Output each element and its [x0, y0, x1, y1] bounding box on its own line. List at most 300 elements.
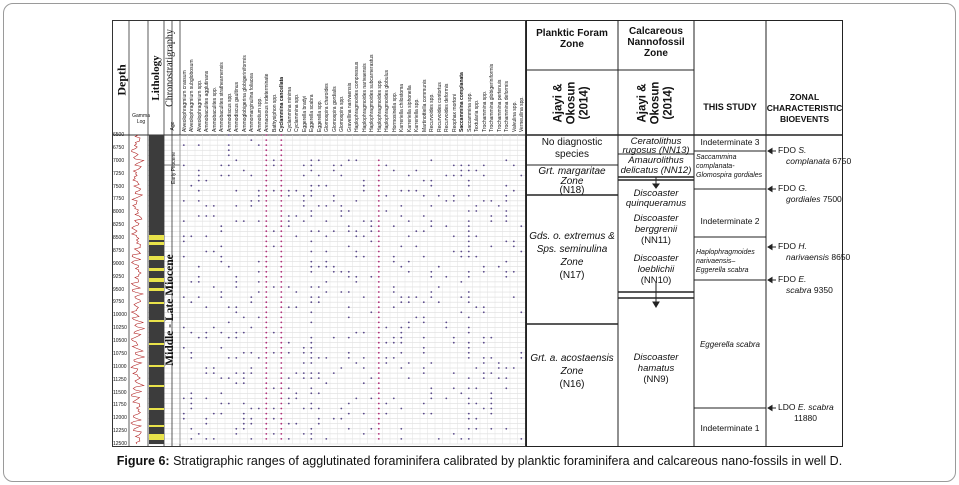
- occurrence-dot: [213, 438, 215, 440]
- species-label: Textularia spp.: [474, 99, 481, 132]
- occurrence-dot: [310, 215, 312, 217]
- occurrence-dot: [280, 387, 282, 389]
- occurrence-dot: [280, 372, 282, 374]
- occurrence-dot: [468, 256, 470, 258]
- depth-header: Depth: [114, 64, 129, 96]
- occurrence-dot: [355, 362, 357, 364]
- occurrence-dot: [198, 200, 200, 202]
- depth-label: 9750: [113, 299, 125, 306]
- occurrence-dot: [438, 266, 440, 268]
- occurrence-dot: [295, 398, 297, 400]
- species-label: Karreriella siphonella: [406, 85, 413, 132]
- chronostrat-header: Chronostratigraphy: [164, 29, 176, 107]
- occurrence-dot: [235, 311, 237, 313]
- sand-layer: [149, 434, 164, 440]
- occurrence-dot: [228, 322, 230, 324]
- occurrence-dot: [310, 362, 312, 364]
- occurrence-dot: [280, 251, 282, 253]
- occurrence-dot: [378, 281, 380, 283]
- sand-layer: [149, 278, 164, 282]
- occurrence-dot: [310, 428, 312, 430]
- occurrence-dot: [460, 251, 462, 253]
- occurrence-dot: [183, 398, 185, 400]
- occurrence-dot: [408, 220, 410, 222]
- occurrence-dot: [213, 413, 215, 415]
- occurrence-dot: [468, 235, 470, 237]
- occurrence-dot: [280, 180, 282, 182]
- sand-layer: [149, 256, 164, 260]
- occurrence-dot: [475, 403, 477, 405]
- occurrence-dot: [400, 215, 402, 217]
- occurrence-dot: [220, 296, 222, 298]
- occurrence-dot: [310, 230, 312, 232]
- species-label: Ammomarginulina foliacea: [249, 73, 256, 132]
- occurrence-dot: [190, 301, 192, 303]
- occurrence-dot: [265, 337, 267, 339]
- occurrence-dot: [378, 347, 380, 349]
- occurrence-dot: [280, 362, 282, 364]
- occurrence-dot: [265, 327, 267, 329]
- occurrence-dot: [400, 428, 402, 430]
- occurrence-dot: [183, 165, 185, 167]
- occurrence-dot: [333, 271, 335, 273]
- occurrence-dot: [265, 139, 267, 141]
- occurrence-dot: [445, 322, 447, 324]
- occurrence-dot: [288, 342, 290, 344]
- occurrence-dot: [280, 276, 282, 278]
- occurrence-dot: [228, 175, 230, 177]
- occurrence-dot: [190, 332, 192, 334]
- occurrence-dot: [213, 215, 215, 217]
- occurrence-dot: [235, 372, 237, 374]
- occurrence-dot: [220, 377, 222, 379]
- occurrence-dot: [280, 149, 282, 151]
- occurrence-dot: [318, 377, 320, 379]
- occurrence-dot: [243, 352, 245, 354]
- occurrence-dot: [333, 170, 335, 172]
- occurrence-dot: [378, 392, 380, 394]
- occurrence-dot: [430, 392, 432, 394]
- study-zone-haplophragmoides: Haplophragmoides narivaensis– Eggerella scabra: [696, 249, 755, 274]
- occurrence-dot: [378, 322, 380, 324]
- occurrence-dot: [325, 266, 327, 268]
- occurrence-dot: [378, 327, 380, 329]
- occurrence-dot: [475, 235, 477, 237]
- bioevent-fdo-h-narivaensis: FDO H. narivaensis 8650: [778, 241, 851, 262]
- occurrence-dot: [400, 337, 402, 339]
- occurrence-dot: [378, 246, 380, 248]
- occurrence-dot: [453, 433, 455, 435]
- sand-layer: [149, 425, 164, 427]
- occurrence-dot: [468, 301, 470, 303]
- occurrence-dot: [265, 215, 267, 217]
- occurrence-dot: [475, 170, 477, 172]
- occurrence-dot: [325, 382, 327, 384]
- species-label: Glomospira charoides: [324, 83, 331, 132]
- occurrence-dot: [393, 342, 395, 344]
- occurrence-dot: [310, 387, 312, 389]
- occurrence-dot: [280, 291, 282, 293]
- occurrence-dot: [310, 251, 312, 253]
- occurrence-dot: [205, 423, 207, 425]
- occurrence-dot: [400, 266, 402, 268]
- occurrence-dot: [280, 306, 282, 308]
- occurrence-dot: [213, 205, 215, 207]
- occurrence-dot: [318, 357, 320, 359]
- depth-label: 11750: [113, 402, 127, 409]
- occurrence-dot: [468, 347, 470, 349]
- depth-label: 10750: [113, 350, 127, 357]
- occurrence-dot: [378, 271, 380, 273]
- occurrence-dot: [303, 377, 305, 379]
- occurrence-dot: [280, 165, 282, 167]
- occurrence-dot: [445, 276, 447, 278]
- occurrence-dot: [265, 281, 267, 283]
- occurrence-dot: [265, 286, 267, 288]
- occurrence-dot: [288, 438, 290, 440]
- occurrence-dot: [183, 327, 185, 329]
- species-label: Karreriella chilostoma: [399, 83, 406, 132]
- occurrence-dot: [468, 403, 470, 405]
- species-label: Glomospira spp.: [339, 95, 346, 132]
- nanno-zone-nn11: Discoaster berggrenii (NN11): [633, 213, 679, 246]
- occurrence-dot: [378, 180, 380, 182]
- occurrence-dot: [265, 342, 267, 344]
- occurrence-dot: [400, 332, 402, 334]
- occurrence-dot: [273, 230, 275, 232]
- occurrence-dot: [378, 159, 380, 161]
- occurrence-dot: [430, 296, 432, 298]
- occurrence-dot: [430, 205, 432, 207]
- planktic-zone-4: Grt. a. acostaensis Zone (N16): [530, 353, 614, 390]
- species-label: Alveolophragmium crassum: [181, 70, 188, 132]
- depth-label: 7500: [113, 183, 125, 190]
- occurrence-dot: [273, 387, 275, 389]
- occurrence-dot: [280, 413, 282, 415]
- occurrence-dot: [183, 296, 185, 298]
- species-label: Cyclammina spp.: [294, 93, 301, 132]
- occurrence-dot: [393, 225, 395, 227]
- occurrence-dot: [378, 352, 380, 354]
- occurrence-dot: [318, 392, 320, 394]
- occurrence-dot: [220, 413, 222, 415]
- sand-layer: [149, 365, 164, 367]
- occurrence-dot: [265, 235, 267, 237]
- species-label: Eggerella scabra: [309, 94, 316, 132]
- species-label: Ammodiscus gaultinus: [234, 81, 241, 132]
- depth-label: 7250: [113, 170, 125, 177]
- study-zone-indet-1: Indeterminate 1: [700, 423, 760, 433]
- occurrence-dot: [408, 175, 410, 177]
- occurrence-dot: [483, 165, 485, 167]
- occurrence-dot: [235, 332, 237, 334]
- occurrence-dot: [220, 225, 222, 227]
- occurrence-dot: [303, 205, 305, 207]
- occurrence-dot: [348, 352, 350, 354]
- occurrence-dot: [333, 195, 335, 197]
- occurrence-dot: [288, 195, 290, 197]
- occurrence-dot: [378, 190, 380, 192]
- occurrence-dot: [235, 276, 237, 278]
- occurrence-dot: [258, 408, 260, 410]
- lithology-column: [149, 135, 164, 444]
- species-label: Trochammina spp.: [481, 90, 488, 132]
- occurrence-dot: [468, 377, 470, 379]
- occurrence-dot: [468, 428, 470, 430]
- occurrence-dot: [393, 337, 395, 339]
- occurrence-dot: [378, 428, 380, 430]
- occurrence-dot: [303, 372, 305, 374]
- occurrence-dot: [385, 210, 387, 212]
- occurrence-dot: [490, 200, 492, 202]
- occurrence-dot: [378, 357, 380, 359]
- occurrence-dot: [490, 337, 492, 339]
- occurrence-dot: [468, 210, 470, 212]
- occurrence-dot: [228, 337, 230, 339]
- occurrence-dot: [468, 225, 470, 227]
- depth-label: 8000: [113, 209, 125, 216]
- occurrence-dot: [430, 185, 432, 187]
- occurrence-dot: [468, 296, 470, 298]
- occurrence-dot: [250, 408, 252, 410]
- age-header: Age: [170, 121, 176, 131]
- occurrence-dot: [355, 276, 357, 278]
- occurrence-dot: [340, 418, 342, 420]
- occurrence-dot: [288, 190, 290, 192]
- occurrence-dot: [295, 291, 297, 293]
- occurrence-dot: [400, 408, 402, 410]
- occurrence-dot: [235, 357, 237, 359]
- occurrence-dot: [378, 220, 380, 222]
- occurrence-dot: [220, 230, 222, 232]
- species-label: Haplophragmoides compressus: [354, 61, 361, 132]
- depth-label: 8250: [113, 222, 125, 229]
- species-label: Trochammina globigeriniformis: [489, 63, 496, 132]
- occurrence-dot: [235, 306, 237, 308]
- occurrence-dot: [190, 185, 192, 187]
- occurrence-dot: [280, 433, 282, 435]
- bioevents-header: ZONAL CHARACTERISTIC BIOEVENTS: [766, 92, 843, 124]
- occurrence-dot: [468, 438, 470, 440]
- occurrence-dot: [258, 271, 260, 273]
- occurrence-dot: [370, 377, 372, 379]
- occurrence-dot: [505, 195, 507, 197]
- occurrence-dot: [355, 235, 357, 237]
- occurrence-dot: [363, 190, 365, 192]
- occurrence-dot: [340, 165, 342, 167]
- occurrence-dot: [483, 357, 485, 359]
- occurrence-dot: [265, 241, 267, 243]
- occurrence-dot: [310, 185, 312, 187]
- occurrence-dot: [265, 251, 267, 253]
- occurrence-dot: [310, 296, 312, 298]
- occurrence-dot: [498, 367, 500, 369]
- occurrence-dot: [183, 347, 185, 349]
- occurrence-dot: [295, 306, 297, 308]
- occurrence-dot: [355, 256, 357, 258]
- occurrence-dot: [325, 291, 327, 293]
- occurrence-dot: [280, 220, 282, 222]
- occurrence-dot: [280, 175, 282, 177]
- occurrence-dot: [505, 241, 507, 243]
- occurrence-dot: [520, 357, 522, 359]
- species-label: Haplophragmoides narivaensis: [361, 63, 368, 132]
- occurrence-dot: [318, 301, 320, 303]
- occurrence-dot: [325, 261, 327, 263]
- occurrence-dot: [333, 165, 335, 167]
- occurrence-dot: [400, 327, 402, 329]
- depth-label: 11500: [113, 389, 127, 396]
- occurrence-dot: [468, 317, 470, 319]
- species-label: Eggerella spp.: [316, 100, 323, 132]
- occurrence-dot: [340, 271, 342, 273]
- occurrence-dot: [265, 190, 267, 192]
- occurrence-dot: [453, 251, 455, 253]
- occurrence-dot: [460, 311, 462, 313]
- occurrence-dot: [310, 210, 312, 212]
- occurrence-dot: [490, 372, 492, 374]
- occurrence-dot: [468, 352, 470, 354]
- depth-label: 11000: [113, 363, 127, 370]
- occurrence-dot: [258, 190, 260, 192]
- occurrence-dot: [400, 367, 402, 369]
- occurrence-dot: [183, 144, 185, 146]
- occurrence-dot: [363, 296, 365, 298]
- occurrence-dot: [393, 357, 395, 359]
- occurrence-dot: [348, 159, 350, 161]
- occurrence-dot: [348, 337, 350, 339]
- occurrence-dot: [453, 235, 455, 237]
- occurrence-dot: [288, 398, 290, 400]
- occurrence-dot: [385, 362, 387, 364]
- occurrence-dot: [295, 372, 297, 374]
- occurrence-dot: [378, 433, 380, 435]
- nanno-zone-nn10: Discoaster loeblichii (NN10): [633, 253, 679, 286]
- occurrence-dot: [490, 220, 492, 222]
- occurrence-dot: [430, 220, 432, 222]
- occurrence-dot: [228, 403, 230, 405]
- species-label: Haplophragmoides globulus: [384, 70, 391, 132]
- occurrence-dot: [483, 306, 485, 308]
- occurrence-dot: [213, 367, 215, 369]
- occurrence-dot: [415, 170, 417, 172]
- occurrence-dot: [243, 403, 245, 405]
- occurrence-dot: [325, 251, 327, 253]
- occurrence-dot: [490, 392, 492, 394]
- occurrence-dot: [265, 301, 267, 303]
- occurrence-dot: [490, 403, 492, 405]
- occurrence-dot: [235, 428, 237, 430]
- occurrence-dot: [273, 165, 275, 167]
- occurrence-dot: [280, 195, 282, 197]
- planktic-zone-1: No diagnostic species: [541, 137, 603, 160]
- occurrence-dot: [393, 398, 395, 400]
- occurrence-dot: [250, 296, 252, 298]
- occurrence-dot: [280, 281, 282, 283]
- occurrence-dot: [310, 337, 312, 339]
- occurrence-dot: [265, 230, 267, 232]
- occurrence-dot: [378, 175, 380, 177]
- occurrence-dot: [265, 225, 267, 227]
- occurrence-dot: [483, 311, 485, 313]
- occurrence-dot: [288, 306, 290, 308]
- occurrence-dot: [310, 286, 312, 288]
- occurrence-dot: [423, 403, 425, 405]
- occurrence-dot: [378, 205, 380, 207]
- occurrence-dot: [265, 149, 267, 151]
- occurrence-dot: [310, 433, 312, 435]
- occurrence-dot: [348, 246, 350, 248]
- depth-label: 6500: [113, 132, 125, 138]
- occurrence-dot: [243, 372, 245, 374]
- occurrence-dot: [505, 220, 507, 222]
- occurrence-dot: [378, 266, 380, 268]
- occurrence-dot: [348, 413, 350, 415]
- species-label: Ammobaculites strathearnensis: [219, 62, 226, 132]
- occurrence-dot: [198, 215, 200, 217]
- occurrence-dot: [468, 251, 470, 253]
- occurrence-dot: [348, 357, 350, 359]
- occurrence-dot: [505, 210, 507, 212]
- occurrence-dot: [220, 261, 222, 263]
- occurrence-dot: [378, 251, 380, 253]
- occurrence-dot: [220, 332, 222, 334]
- occurrence-dot: [385, 413, 387, 415]
- study-zone-saccammina: Saccammina complanata- Glomospira gordiales: [696, 154, 763, 179]
- occurrence-dot: [460, 281, 462, 283]
- species-label: Ammotium spp.: [256, 97, 263, 132]
- occurrence-dot: [273, 190, 275, 192]
- species-label: Gravellina narivaensis: [346, 82, 353, 132]
- occurrence-dot: [288, 225, 290, 227]
- occurrence-dot: [460, 392, 462, 394]
- occurrence-dot: [378, 215, 380, 217]
- occurrence-dot: [220, 246, 222, 248]
- occurrence-dot: [288, 387, 290, 389]
- occurrence-dot: [318, 286, 320, 288]
- occurrence-dot: [378, 413, 380, 415]
- occurrence-dot: [490, 398, 492, 400]
- occurrence-dot: [265, 175, 267, 177]
- occurrence-dot: [265, 185, 267, 187]
- depth-label: 8500: [113, 235, 125, 241]
- occurrence-dot: [430, 225, 432, 227]
- occurrence-dot: [378, 367, 380, 369]
- occurrence-dot: [475, 210, 477, 212]
- species-label: Arenaceous indeterminate: [264, 73, 271, 132]
- occurrence-dot: [363, 433, 365, 435]
- depth-label: 10000: [113, 312, 127, 319]
- occurrence-dot: [378, 291, 380, 293]
- occurrence-dot: [228, 144, 230, 146]
- occurrence-dot: [250, 372, 252, 374]
- occurrence-dot: [505, 276, 507, 278]
- occurrence-dot: [468, 327, 470, 329]
- occurrence-dot: [513, 367, 515, 369]
- occurrence-dot: [325, 438, 327, 440]
- occurrence-dot: [408, 377, 410, 379]
- occurrence-dot: [325, 357, 327, 359]
- occurrence-dot: [228, 306, 230, 308]
- occurrence-dot: [400, 190, 402, 192]
- species-label: Verneuilina spp.: [519, 96, 526, 132]
- occurrence-dot: [400, 301, 402, 303]
- occurrence-dot: [220, 256, 222, 258]
- occurrence-dot: [468, 195, 470, 197]
- occurrence-dot: [378, 306, 380, 308]
- occurrence-dot: [280, 296, 282, 298]
- species-label: Glomospira gordialis: [331, 86, 338, 132]
